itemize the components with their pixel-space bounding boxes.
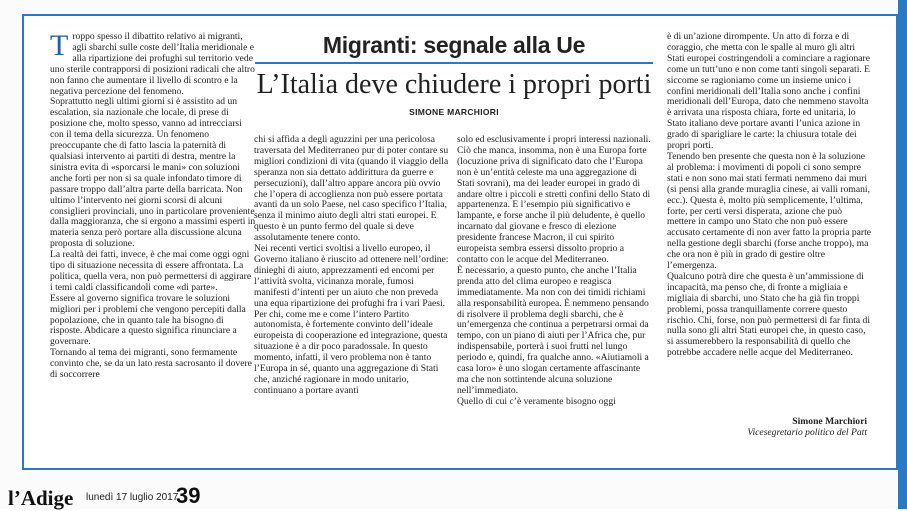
page-footer xyxy=(0,470,898,509)
paragraph: chi si affida a degli aguzzini per una pericolosa traversata del Mediterraneo pur di poter contare su migliori condizioni di vita (quando il viaggio della speranza non sia dettato addirittura da guerre e persecuzioni), dall’altro appare ancora più ovvio che l’opera di accoglienza non può essere portata avanti da un solo Paese, nel caso specifico l’Italia, senza il minimo aiuto degli altri stati europei. E questo è un punto fermo del quale si deve assolutamente tenere conto. xyxy=(254,134,449,244)
column-1 xyxy=(50,29,256,381)
page-number: 39 xyxy=(176,483,201,508)
paragraph: Per chi, come me e come l’intero Partito autonomista, è fortemente convinto dell’ideale europeista di cooperazione ed integrazione, questa situazione è a dir poco paradossale. In questo momento, infatti, il vero problema non è tanto l’Europa in sé, quanto una aggregazione di Stati che, anziché ragionare in modo unitario, continuano a portare avanti xyxy=(254,308,448,396)
article-title: L’Italia deve chiudere i propri porti xyxy=(256,69,652,100)
signature-role: Vicesegretario politico del Patt xyxy=(747,427,867,438)
issue-date: lunedì 17 luglio 2017 xyxy=(86,492,179,503)
paragraph: solo ed esclusivamente i propri interessi nazionali. Ciò che manca, insomma, non è una Europa forte (locuzione priva di significato dato che l’Europa non è un’entità celeste ma una aggregazione di Stati sovrani), ma dei leader europei in grado di andare oltre i piccoli e stretti confini dello Stato di appartenenza. E l’esempio più significativo e lampante, e forse anche il più deludente, è quello incarnato dal giovane e fresco di elezione presidente francese Macron, il cui spirito europeista sembra essersi dissolto proprio a contatto con le acque del Mediterraneo. xyxy=(457,134,651,265)
paragraph: La realtà dei fatti, invece, è che mai come oggi ogni tipo di situazione necessita di essere affrontata. La politica, quella vera, non può permettersi di aggirare i temi caldi classificandoli come «di parte». xyxy=(50,249,252,293)
signature-name: Simone Marchiori xyxy=(792,416,867,427)
paragraph: Essere al governo significa trovare le soluzioni migliori per i problemi che vengono percepiti dalla popolazione, che in quanto tale ha bisogno di risposte. Abdicare a questo significa rinunciare a governare. xyxy=(50,292,246,348)
paragraph: Quello di cui c’è veramente bisogno oggi xyxy=(457,395,616,407)
paragraph: Tornando al tema dei migranti, sono fermamente convinto che, se da un lato resta sacrosanto il dovere di soccorrere xyxy=(50,347,252,381)
paragraph: Qualcuno potrà dire che questa è un’ammissione di incapacità, ma penso che, di fronte a migliaia e migliaia di sbarchi, uno Stato che ha già fin troppi problemi, possa tranquillamente correre questo rischio. Chi, forse, non può permettersi di far finta di nulla sono gli altri Stati europei che, in questo caso, si assumerebbero la responsabilità di quello che potrebbe accadere nelle acque del Mediterraneo. xyxy=(667,270,871,359)
column-3 xyxy=(457,135,652,408)
newspaper-logo: l’Adige xyxy=(8,486,74,510)
paragraph: Tenendo ben presente che questa non è la soluzione al problema: i movimenti di popoli ci sono sempre stati e non sono mai stati fermati nemmeno dai muri (si pensi alla grande muraglia cinese, ai valli romani, ecc.). Questa è, molto più semplicemente, l’ultima, forte, per certi versi disperata, azione che può mettere in campo uno Stato che non può essere accusato certamente di non aver fatto la propria parte nella gestione degli sbarchi (forse anche troppo), ma che ora non è più in grado di gestire oltre l’emergenza. xyxy=(667,150,872,272)
byline: SIMONE MARCHIORI xyxy=(409,107,499,117)
headline-block xyxy=(255,30,653,117)
paragraph: Nei recenti vertici svoltisi a livello europeo, il Governo italiano è riuscito ad ottenere nell’ordine: dinieghi di aiuto, apprezzamenti ed encomi per l’attività svolta, vicinanza morale, fumosi manifesti d’intenti per un aiuto che non preveda una equa ripartizione dei profughi fra i vari Paesi. xyxy=(254,243,449,309)
kicker-headline: Migranti: segnale alla Ue xyxy=(255,30,653,64)
column-2 xyxy=(254,135,449,397)
column-4 xyxy=(667,32,873,359)
author-signature xyxy=(747,416,867,438)
paragraph: È necessario, a questo punto, che anche l’Italia prenda atto del clima europeo e reagisca immediatamente. Ma non con dei timidi richiami alla responsabilità europea. È nemmeno pensando di risolvere il problema degli sbarchi, che è un’emergenza che continua a perpetrarsi ormai da tempo, con un piano di aiuti per l’Africa che, pur indispensabile, porterà i suoi frutti nel lungo periodo e, quindi, fra qualche anno. «Aiutiamoli a casa loro» è uno slogan certamente affascinante ma che non sottintende alcuna soluzione nell’immediato. xyxy=(457,264,649,396)
drop-cap: T xyxy=(50,29,69,62)
paragraph: roppo spesso il dibattito relativo ai migranti, agli sbarchi sulle coste dell’Italia meridionale e alla ripartizione dei profughi sul territorio vede uno sterile contrapporsi di posizioni radicali che altro non fanno che aumentare il livello di scontro e la negativa percezione del fenomeno. xyxy=(50,31,255,97)
paragraph: Soprattutto negli ultimi giorni si è assistito ad un escalation, sia nazionale che locale, di prese di posizione che, molto spesso, vanno ad intrecciarsi con il tema della sicurezza. Un fenomeno preoccupante che di fatto lascia la paternità di qualsiasi intervento ai partiti di destra, mentre la sinistra evita di «sporcarsi le mani» con soluzioni anche forti per non si sa quale infondato timore di passare troppo dall’altra parte della barricata. Non ultimo l’intervento nei giorni scorsi di alcuni consiglieri provinciali, uno in particolare proveniente dalla maggioranza, che si ergono a massimi esperti in materia senza però portare alla discussione alcuna proposta di soluzione. xyxy=(50,96,256,250)
page-edge-bar xyxy=(898,0,907,509)
paragraph: è di un’azione dirompente. Un atto di forza e di coraggio, che metta con le spalle al muro gli altri Stati europei costringendoli a cominciare a ragionare come un tutt’uno e non come tanti singoli separati. E siccome se ragioniamo come un insieme unico i confini meridionali dell’Italia sono anche i confini meridionali dell’Europa, dato che nemmeno stavolta è arrivata una risposta chiara, forte ed unitaria, lo Stato italiano deve portare avanti l’unica azione in grado di sparigliare le carte: la chiusura totale dei propri porti. xyxy=(667,31,871,152)
